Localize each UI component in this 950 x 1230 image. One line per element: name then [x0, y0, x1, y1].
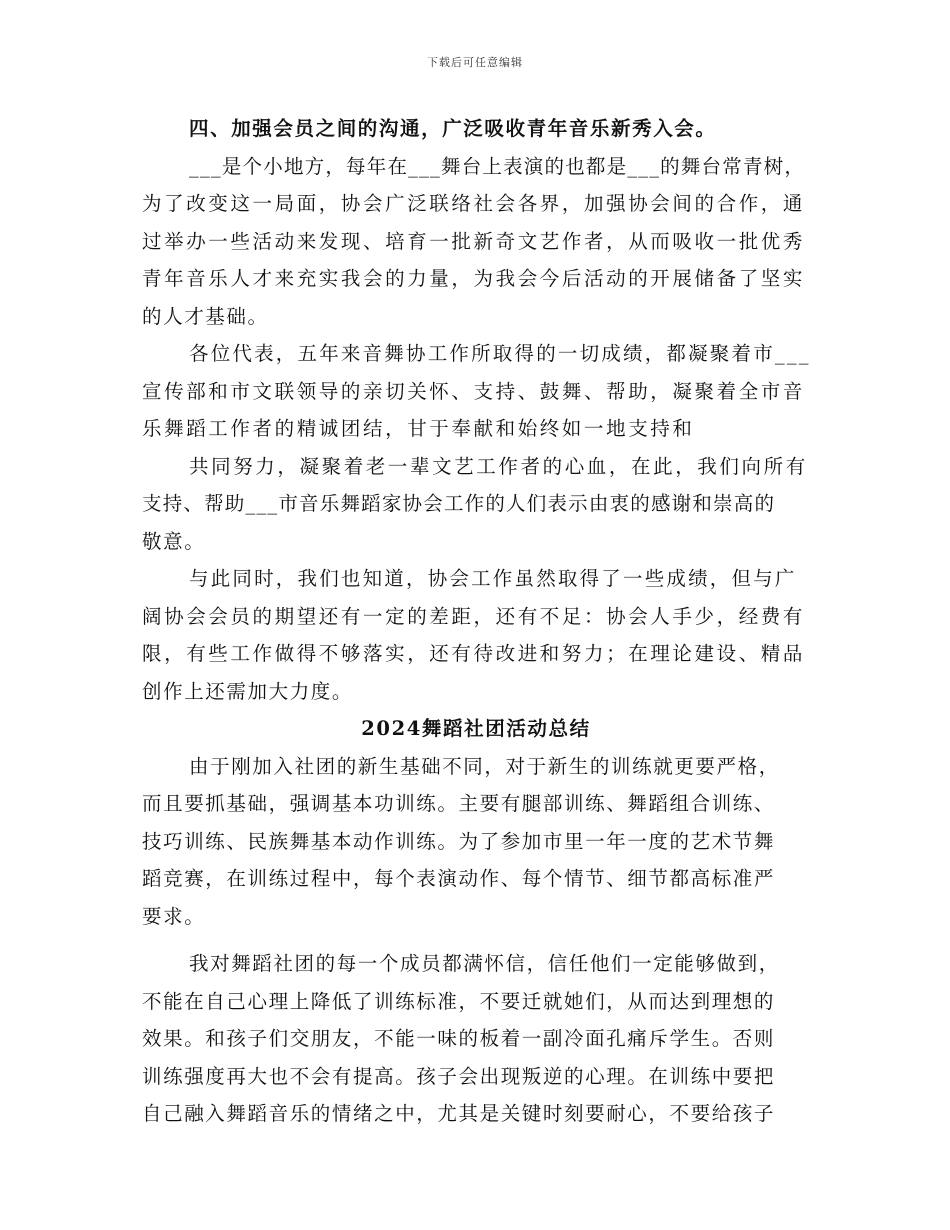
- document-body: [142, 110, 810, 1133]
- paragraph-line: 敬意。: [142, 529, 206, 553]
- paragraph-line: 训练强度再大也不会有提高。孩子会出现叛逆的心理。在训练中要把: [142, 1064, 776, 1088]
- section-title: 2024舞蹈社团活动总结: [361, 717, 591, 740]
- paragraph-line: 技巧训练、民族舞基本动作训练。为了参加市里一年一度的艺术节舞: [142, 829, 776, 853]
- paragraph-line: 共同努力，凝聚着老一辈文艺工作者的心血，在此，我们向所有: [189, 454, 808, 478]
- paragraph-line: 的人才基础。: [142, 304, 269, 328]
- paragraph-line: 阔协会会员的期望还有一定的差距，还有不足：协会人手少，经费有: [142, 604, 806, 628]
- paragraph-line: 效果。和孩子们交朋友，不能一味的板着一副冷面孔痛斥学生。否则: [142, 1027, 776, 1050]
- paragraph-line: 各位代表，五年来音舞协工作所取得的一切成绩，都凝聚着市___: [189, 342, 811, 365]
- paragraph-line: 支持、帮助___市音乐舞蹈家协会工作的人们表示由衷的感谢和崇高的: [142, 492, 776, 515]
- paragraph-line: 蹈竞赛，在训练过程中，每个表演动作、每个情节、细节都高标准严: [142, 867, 776, 890]
- paragraph-line: 过举办一些活动来发现、培育一批新奇文艺作者，从而吸收一批优秀: [142, 229, 806, 253]
- paragraph-line: 而且要抓基础，强调基本功训练。主要有腿部训练、舞蹈组合训练、: [142, 792, 776, 815]
- header-note: 下载后可任意编辑: [427, 56, 523, 69]
- paragraph-line: 要求。: [142, 904, 206, 928]
- paragraph-line: 宣传部和市文联领导的亲切关怀、支持、鼓舞、帮助，凝聚着全市音: [142, 379, 806, 403]
- paragraph-gap: [142, 935, 810, 945]
- section-heading: 四、加强会员之间的沟通，广泛吸收青年音乐新秀入会。: [189, 117, 717, 140]
- paragraph-line: 自己融入舞蹈音乐的情绪之中，尤其是关键时刻要耐心，不要给孩子: [142, 1102, 776, 1125]
- paragraph-line: 青年音乐人才来充实我会的力量，为我会今后活动的开展储备了坚实: [142, 267, 806, 290]
- paragraph-line: 乐舞蹈工作者的精诚团结，甘于奉献和始终如一地支持和: [142, 417, 695, 440]
- paragraph-line: 限，有些工作做得不够落实，还有待改进和努力；在理论建设、精品: [142, 642, 806, 665]
- paragraph-line: 为了改变这一局面，协会广泛联络社会各界，加强协会间的合作，通: [142, 192, 806, 215]
- paragraph-line: 不能在自己心理上降低了训练标准，不要迁就她们，从而达到理想的: [142, 989, 776, 1013]
- paragraph-line: ___是个小地方，每年在___舞台上表演的也都是___的舞台常青树，: [189, 154, 806, 178]
- paragraph-line: 创作上还需加大力度。: [142, 679, 354, 703]
- paragraph-line: 由于刚加入社团的新生基础不同，对于新生的训练就更要严格，: [189, 754, 780, 778]
- paragraph-line: 我对舞蹈社团的每一个成员都满怀信，信任他们一定能够做到，: [189, 952, 780, 975]
- paragraph-line: 与此同时，我们也知道，协会工作虽然取得了一些成绩，但与广: [189, 567, 797, 590]
